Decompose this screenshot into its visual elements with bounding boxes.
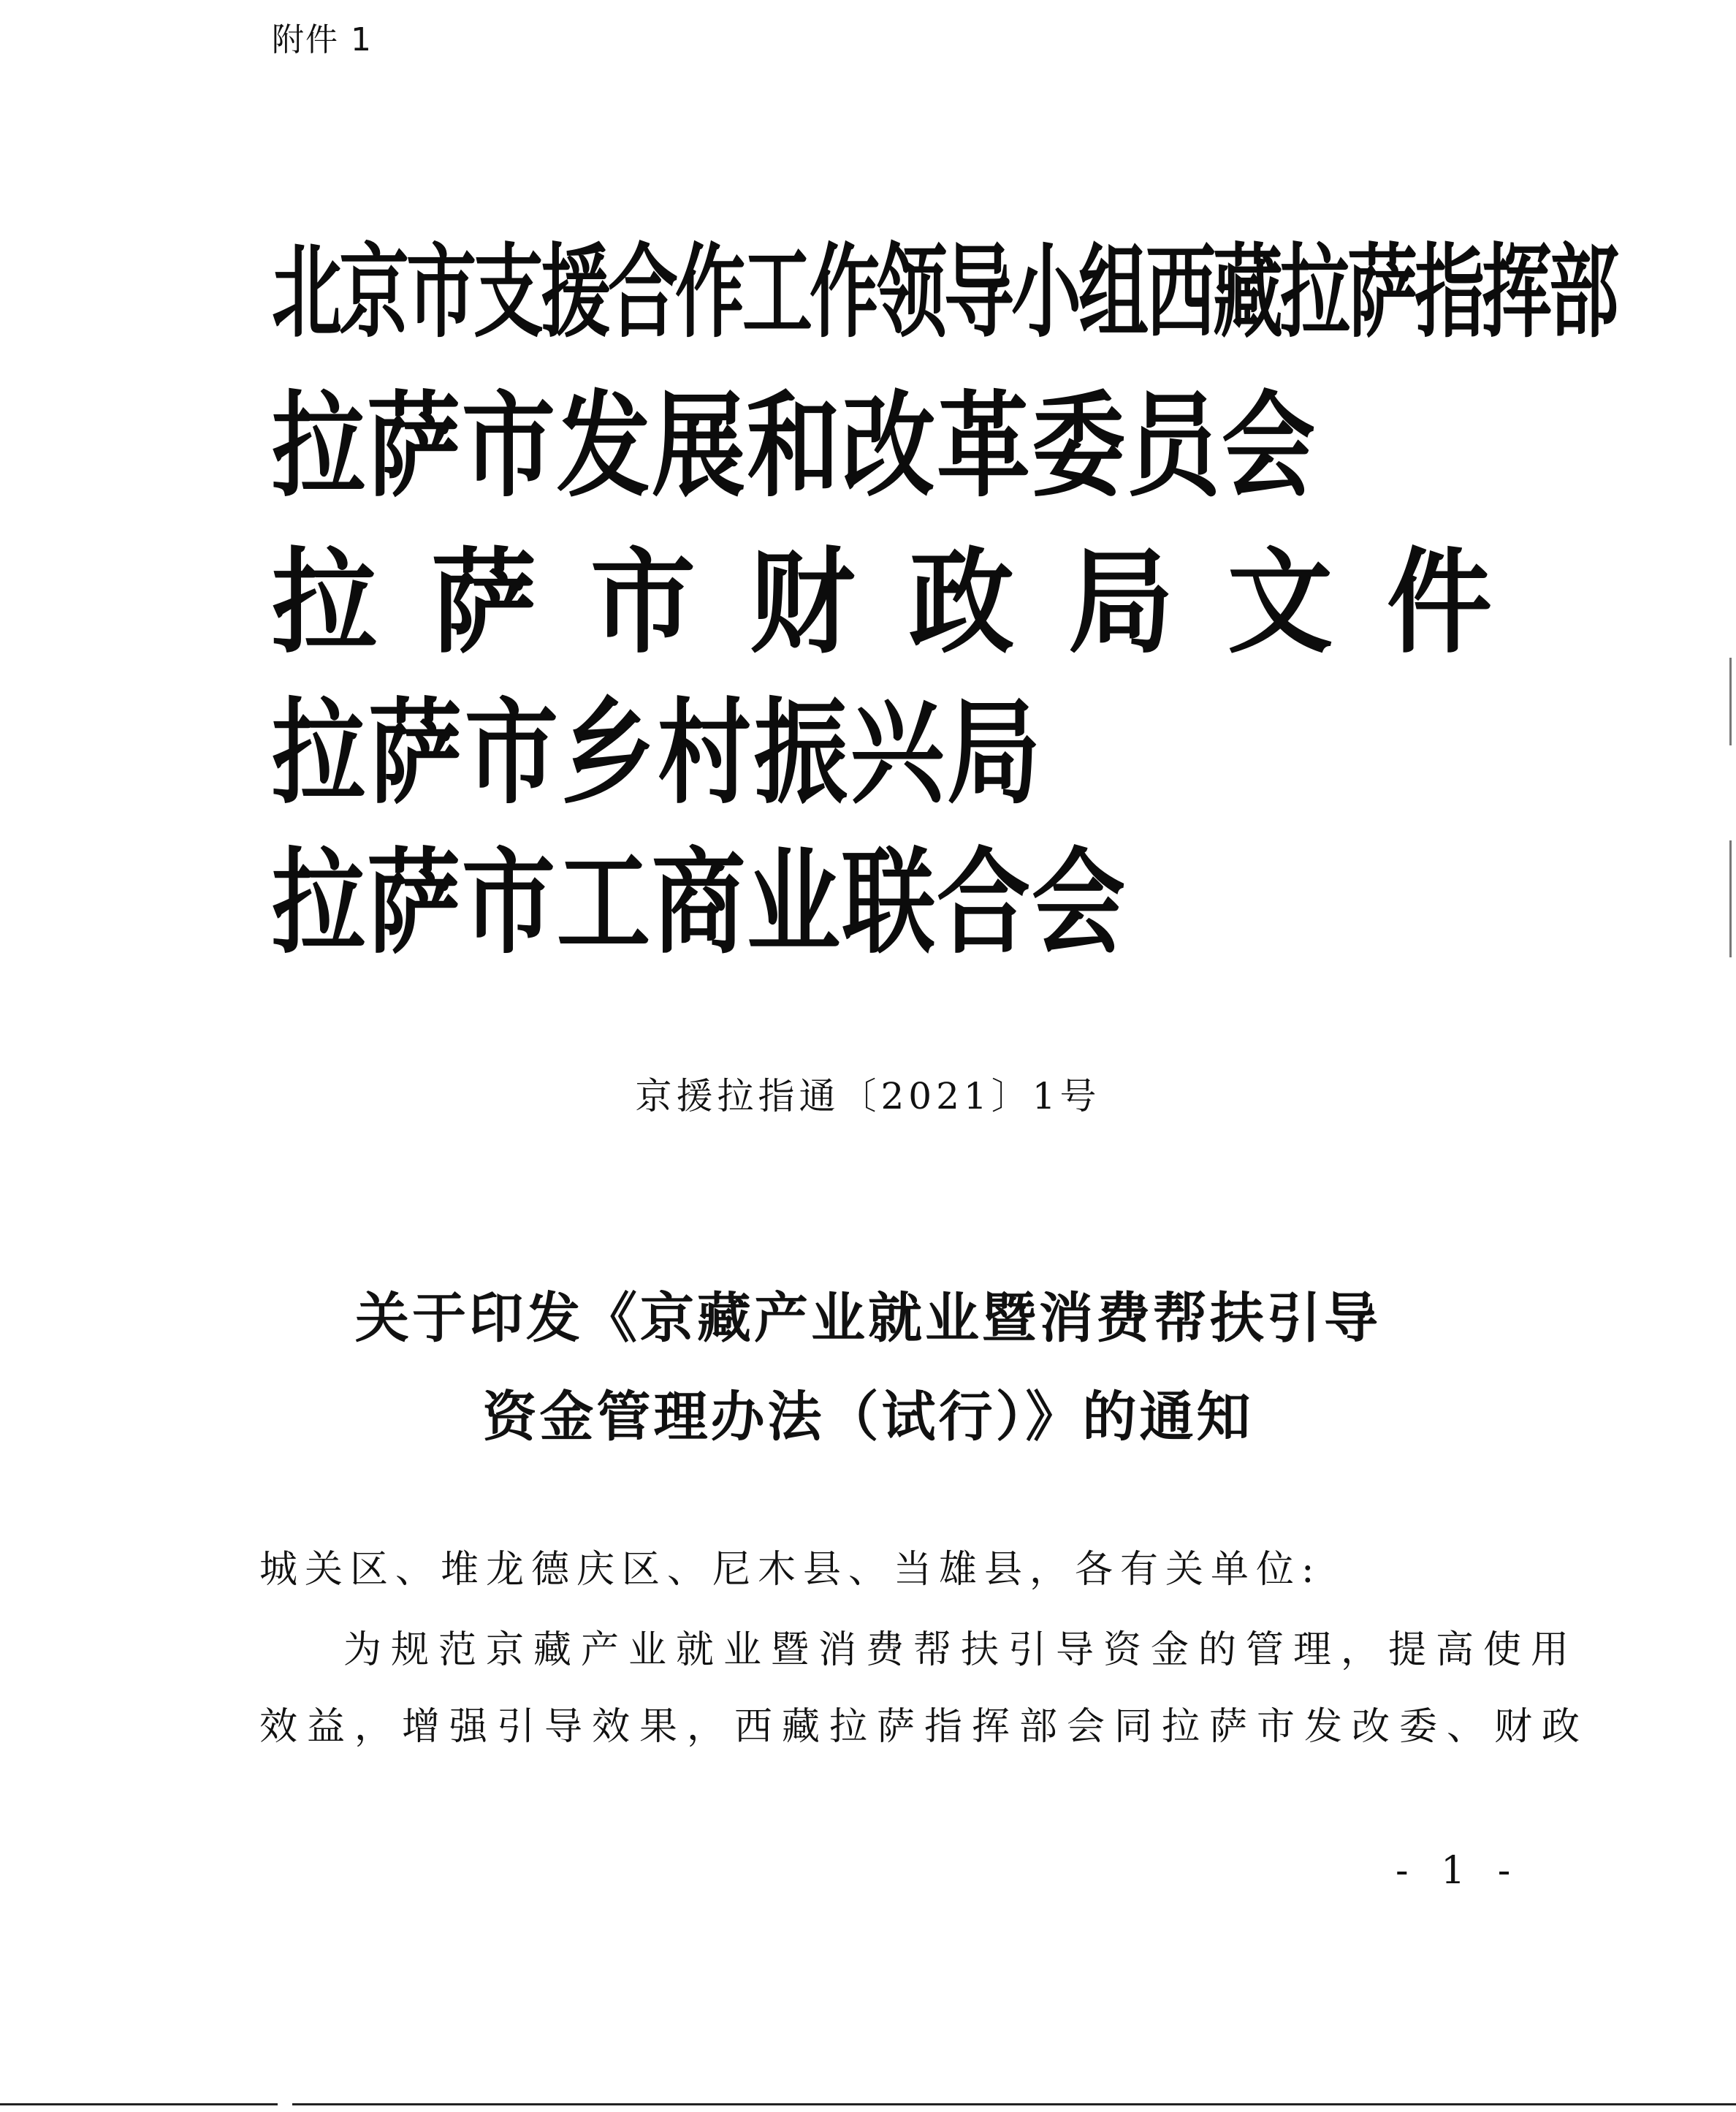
body-line-2: 效益，增强引导效果，西藏拉萨指挥部会同拉萨市发改委、财政 [259, 1705, 1590, 1749]
scan-edge-line-left [0, 2103, 278, 2105]
document-number: 京援拉指通〔2021〕1号 [635, 1075, 1101, 1117]
scan-edge-mark [1729, 658, 1732, 745]
scan-edge-mark [1729, 840, 1732, 957]
attachment-label: 附件 1 [272, 21, 373, 58]
notice-title-line-2: 资金管理办法（试行）》的通知 [482, 1386, 1254, 1448]
addressees: 城关区、堆龙德庆区、尼木县、当雄县，各有关单位: [259, 1548, 1322, 1592]
issuer-beijing-command: 北京市支援合作工作领导小组西藏拉萨指挥部 [272, 232, 1616, 352]
scan-edge-line-right [292, 2103, 1736, 2105]
issuer-federation-industry-commerce: 拉萨市工商业联合会 [272, 836, 1127, 970]
issuer-rural-revitalization: 拉萨市乡村振兴局 [272, 686, 1044, 821]
notice-title-line-1: 关于印发《京藏产业就业暨消费帮扶引导 [355, 1287, 1381, 1350]
issuer-finance-bureau: 拉萨市财政局文件 [272, 535, 1547, 669]
page-number: - 1 - [1396, 1849, 1521, 1893]
body-line-1: 为规范京藏产业就业暨消费帮扶引导资金的管理，提高使用 [343, 1628, 1579, 1672]
issuer-development-reform: 拉萨市发展和改革委员会 [272, 379, 1317, 514]
